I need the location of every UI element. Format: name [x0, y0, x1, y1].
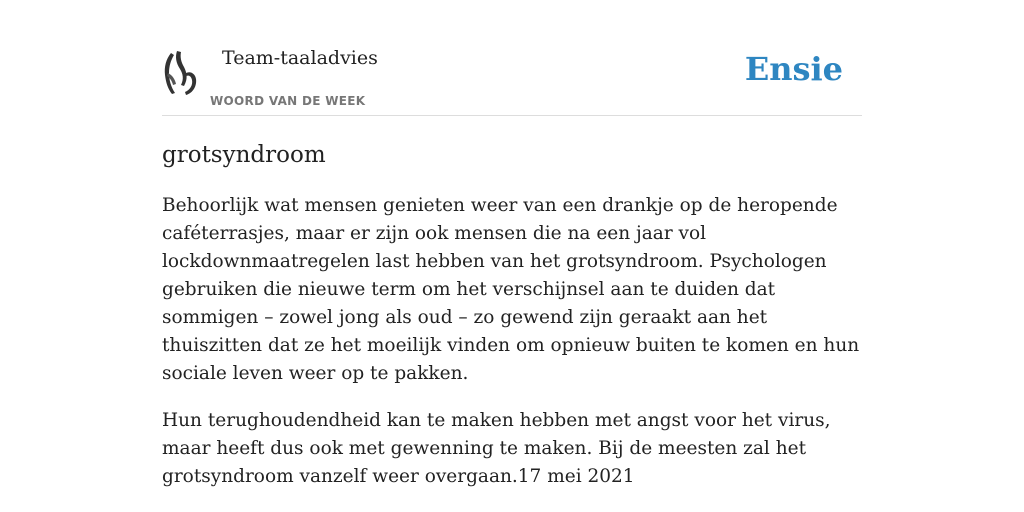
word-of-the-week-card — [162, 44, 862, 510]
category-label: WOORD VAN DE WEEK — [210, 94, 366, 108]
article-body — [162, 192, 862, 491]
paragraph-2-text: Hun terughoudendheid kan te maken hebben met angst voor het virus, maar heeft dus ook met gewenning te maken. Bij de meesten zal het grotsyndroom vanzelf weer overgaan. — [162, 410, 831, 487]
author-name: Team-taaladvies — [222, 47, 378, 69]
ensie-brand-link[interactable]: Ensie — [744, 50, 843, 88]
publish-date: 17 mei 2021 — [517, 466, 635, 487]
page-title: grotsyndroom — [162, 142, 326, 168]
lion-logo-icon — [162, 49, 198, 97]
card-header — [162, 44, 862, 116]
paragraph-1: Behoorlijk wat mensen genieten weer van een drankje op de heropende caféterrasjes, maar er zijn ook mensen die na een jaar vol lockdownmaatregelen last hebben van het grotsyndroom. Psychologen gebruiken die nieuwe term om het verschijnsel aan te duiden dat sommigen – zowel jong als oud – zo gewend zijn geraakt aan het thuiszitten dat ze het moeilijk vinden om opnieuw buiten te komen en hun sociale leven weer op te pakken. — [162, 195, 860, 384]
paragraph-2 — [162, 407, 862, 491]
